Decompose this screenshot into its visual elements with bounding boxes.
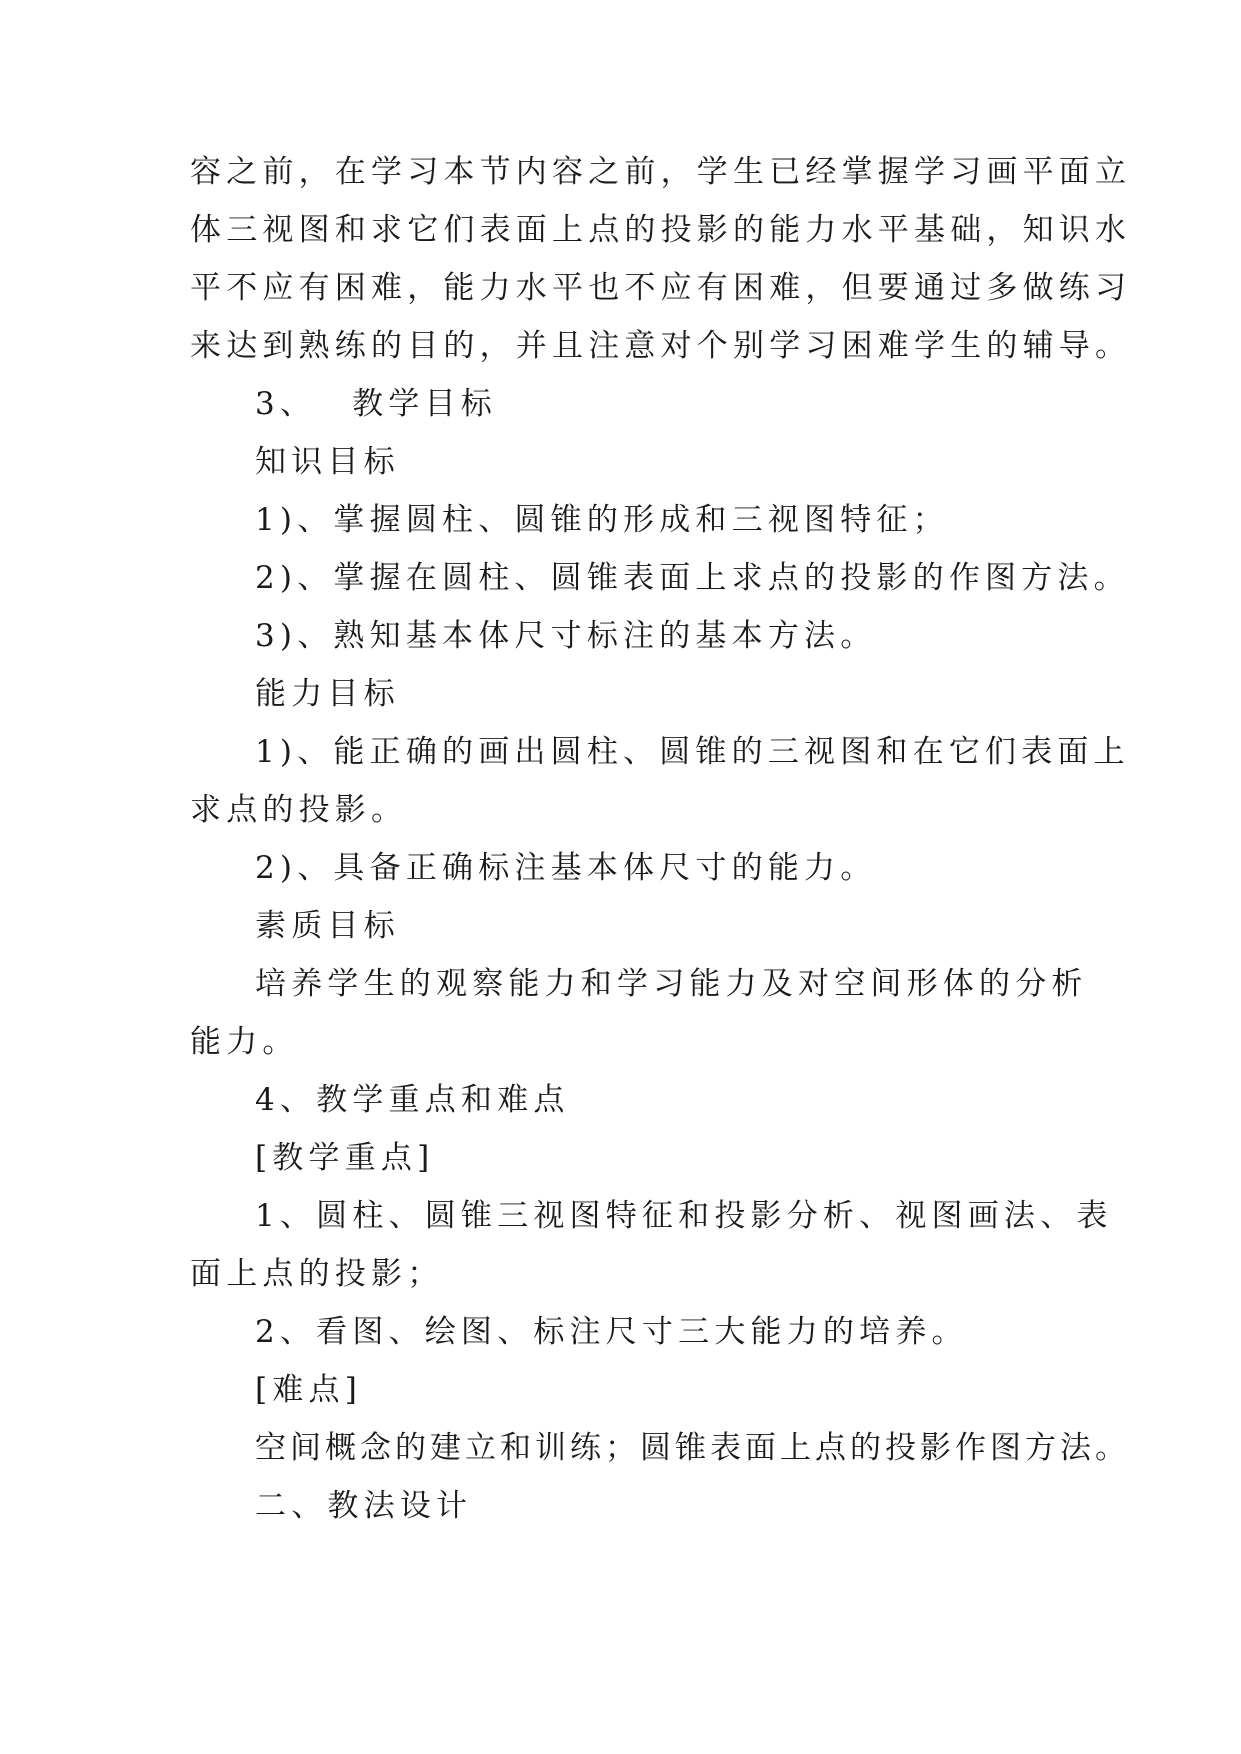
key-point-1-continued: 面上点的投影； (190, 1256, 444, 1292)
key-point-1: 1、圆柱、圆锥三视图特征和投影分析、视图画法、表 (255, 1198, 1113, 1234)
paragraph-line-3: 平不应有困难，能力水平也不应有困难，但要通过多做练习 (190, 270, 1132, 306)
subheading-difficulties: [难点] (255, 1372, 362, 1408)
quality-goal-line-2: 能力。 (190, 1024, 299, 1060)
section-number-3: 3、 (255, 386, 317, 422)
knowledge-goal-1: 1)、掌握圆柱、圆锥的形成和三视图特征； (255, 502, 949, 538)
section-title-teaching-goals: 教学目标 (352, 386, 497, 422)
section-heading-teaching-method: 二、教法设计 (255, 1488, 473, 1524)
difficulty-line: 空间概念的建立和训练；圆锥表面上点的投影作图方法。 (255, 1430, 1130, 1466)
knowledge-goal-3: 3)、熟知基本体尺寸标注的基本方法。 (255, 618, 877, 654)
subheading-ability-goals: 能力目标 (255, 676, 400, 712)
ability-goal-1: 1)、能正确的画出圆柱、圆锥的三视图和在它们表面上 (255, 734, 1130, 770)
ability-goal-2: 2)、具备正确标注基本体尺寸的能力。 (255, 850, 877, 886)
key-point-2: 2、看图、绘图、标注尺寸三大能力的培养。 (255, 1314, 968, 1350)
subheading-quality-goals: 素质目标 (255, 908, 400, 944)
section-heading-3 (255, 384, 497, 424)
subheading-key-points: [教学重点] (255, 1140, 435, 1176)
paragraph-line-4: 来达到熟练的目的，并且注意对个别学习困难学生的辅导。 (190, 328, 1132, 364)
paragraph-line-2: 体三视图和求它们表面上点的投影的能力水平基础，知识水 (190, 212, 1132, 248)
section-heading-4: 4、教学重点和难点 (255, 1082, 570, 1118)
knowledge-goal-2: 2)、掌握在圆柱、圆锥表面上求点的投影的作图方法。 (255, 560, 1130, 596)
ability-goal-1-continued: 求点的投影。 (190, 792, 408, 828)
quality-goal-line-1: 培养学生的观察能力和学习能力及对空间形体的分析 (255, 966, 1088, 1002)
paragraph-line-1: 容之前，在学习本节内容之前，学生已经掌握学习画平面立 (190, 154, 1132, 190)
subheading-knowledge-goals: 知识目标 (255, 444, 400, 480)
